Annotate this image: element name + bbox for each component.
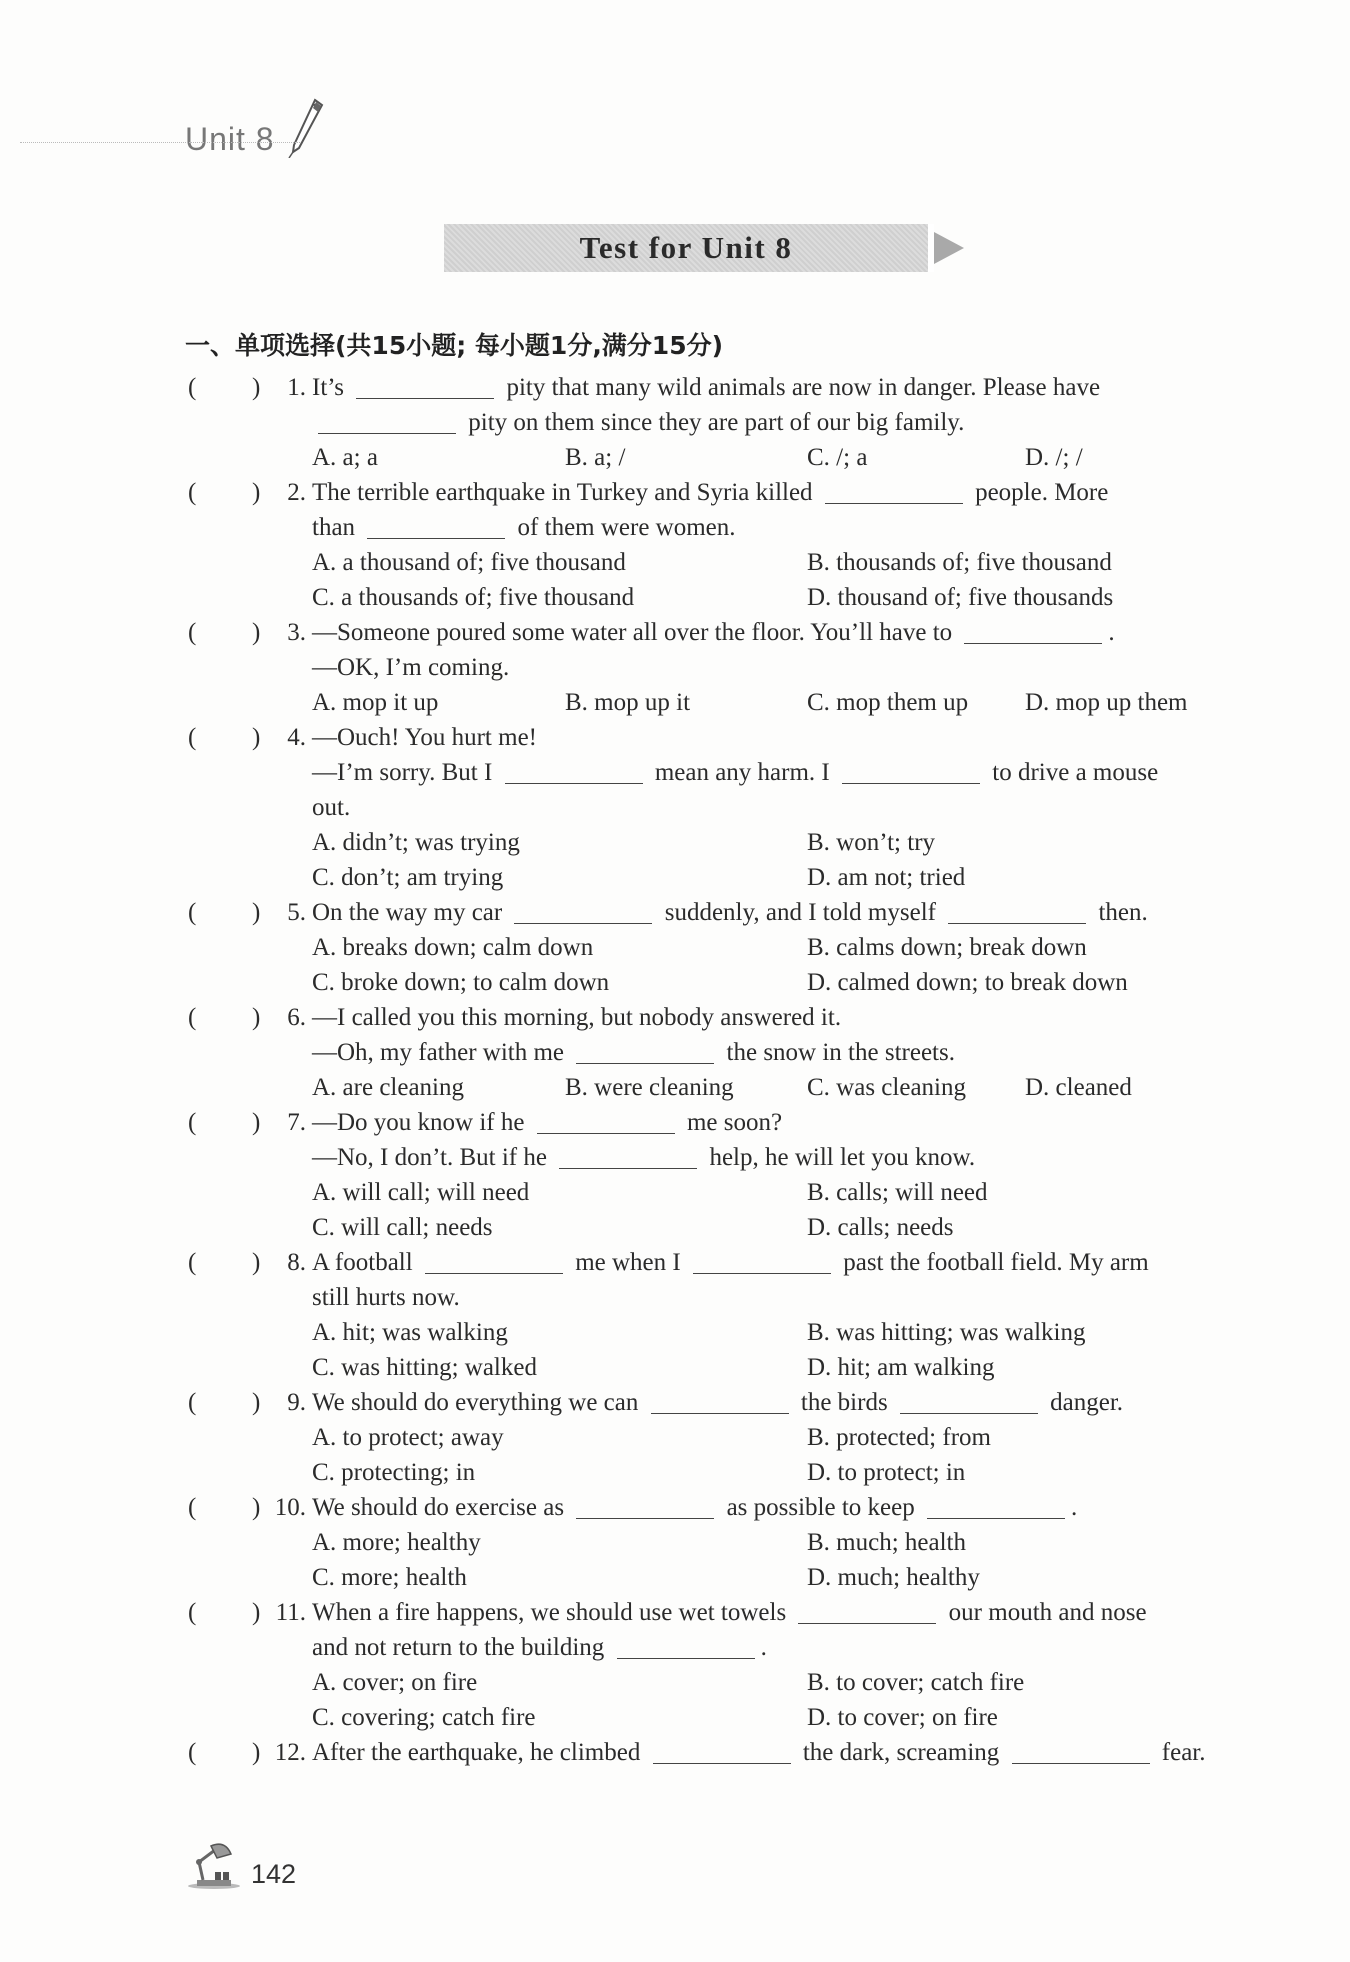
option-choice[interactable]: C. broke down; to calm down: [312, 969, 610, 996]
text-segment: still hurts now.: [312, 1284, 460, 1311]
answer-blank[interactable]: [900, 1388, 1038, 1414]
option-choice[interactable]: B. thousands of; five thousand: [807, 549, 1112, 576]
text-segment: the dark, screaming: [796, 1739, 1006, 1766]
question-line: [0, 720, 1350, 755]
question-item: [0, 720, 1350, 895]
text-segment: —Oh, my father with me: [312, 1039, 571, 1066]
text-segment: —Someone poured some water all over the floor. You’ll have to: [312, 619, 959, 646]
option-choice[interactable]: B. was hitting; was walking: [807, 1319, 1086, 1346]
answer-blank[interactable]: [825, 478, 963, 504]
text-segment: as possible to keep: [720, 1494, 921, 1521]
question-line: [0, 1140, 1350, 1175]
text-segment: The terrible earthquake in Turkey and Syria killed: [312, 479, 819, 506]
option-choice[interactable]: A. to protect; away: [312, 1424, 504, 1451]
answer-blank[interactable]: [537, 1108, 675, 1134]
text-segment: mean any harm. I: [648, 759, 836, 786]
question-text: [312, 895, 1148, 930]
text-segment: —OK, I’m coming.: [312, 654, 510, 681]
answer-blank[interactable]: [505, 758, 643, 784]
answer-blank[interactable]: [964, 618, 1102, 644]
text-segment: me when I: [568, 1249, 687, 1276]
option-choice[interactable]: A. cover; on fire: [312, 1669, 478, 1696]
options-row: [0, 685, 1350, 720]
option-choice[interactable]: D. calmed down; to break down: [807, 969, 1128, 996]
question-line: [0, 1630, 1350, 1665]
answer-blank[interactable]: [842, 758, 980, 784]
answer-paren-close: ): [252, 619, 261, 646]
option-choice[interactable]: A. more; healthy: [312, 1529, 481, 1556]
text-segment: We should do everything we can: [312, 1389, 645, 1416]
question-text: [312, 755, 1158, 790]
answer-paren-close: ): [252, 1599, 261, 1626]
option-choice[interactable]: B. calms down; break down: [807, 934, 1087, 961]
options-row: [0, 1350, 1350, 1385]
answer-paren-open: (: [188, 479, 197, 506]
answer-blank[interactable]: [318, 408, 456, 434]
question-text: [312, 405, 964, 440]
question-number: 4.: [287, 724, 306, 751]
answer-paren-open: (: [188, 724, 197, 751]
answer-blank[interactable]: [356, 373, 494, 399]
option-choice[interactable]: C. more; health: [312, 1564, 467, 1591]
question-number: 2.: [287, 479, 306, 506]
question-line: [0, 895, 1350, 930]
text-segment: After the earthquake, he climbed: [312, 1739, 647, 1766]
answer-paren-open: (: [188, 374, 197, 401]
options-row: [0, 965, 1350, 1000]
answer-paren-close: ): [252, 1494, 261, 1521]
text-segment: When a fire happens, we should use wet towels: [312, 1599, 793, 1626]
option-choice[interactable]: D. cleaned: [1025, 1074, 1132, 1101]
answer-paren-open: (: [188, 1494, 197, 1521]
options-row: [0, 1070, 1350, 1105]
question-line: [0, 1245, 1350, 1280]
answer-blank[interactable]: [651, 1388, 789, 1414]
text-segment: me soon?: [680, 1109, 783, 1136]
question-number: 7.: [287, 1109, 306, 1136]
option-choice[interactable]: C. mop them up: [807, 689, 969, 716]
answer-blank[interactable]: [1012, 1738, 1150, 1764]
answer-paren-close: ): [252, 1004, 261, 1031]
unit-label: Unit 8: [185, 121, 275, 157]
question-number: 9.: [287, 1389, 306, 1416]
question-item: [0, 1385, 1350, 1490]
question-line: [0, 650, 1350, 685]
text-segment: It’s: [312, 374, 351, 401]
question-item: [0, 370, 1350, 475]
answer-blank[interactable]: [798, 1598, 936, 1624]
option-choice[interactable]: B. a; /: [565, 444, 626, 471]
question-text: [312, 1490, 1077, 1525]
answer-paren-close: ): [252, 1389, 261, 1416]
answer-paren-open: (: [188, 619, 197, 646]
text-segment: A football: [312, 1249, 419, 1276]
option-choice[interactable]: C. was hitting; walked: [312, 1354, 537, 1381]
question-text: [312, 1245, 1149, 1280]
option-choice[interactable]: B. to cover; catch fire: [807, 1669, 1025, 1696]
options-row: [0, 825, 1350, 860]
question-line: [0, 1385, 1350, 1420]
text-segment: danger.: [1043, 1389, 1124, 1416]
option-choice[interactable]: D. to protect; in: [807, 1459, 966, 1486]
question-number: 1.: [287, 374, 306, 401]
question-item: [0, 475, 1350, 615]
answer-paren-close: ): [252, 899, 261, 926]
title-banner: [444, 224, 928, 272]
text-segment: fear.: [1155, 1739, 1206, 1766]
answer-blank[interactable]: [576, 1038, 714, 1064]
question-text: [312, 370, 1100, 405]
text-segment: past the football field. My arm: [836, 1249, 1149, 1276]
text-segment: We should do exercise as: [312, 1494, 571, 1521]
question-list: [0, 370, 1350, 1770]
options-row: [0, 860, 1350, 895]
answer-paren-close: ): [252, 374, 261, 401]
options-row: [0, 1315, 1350, 1350]
page-number: 142: [251, 1859, 297, 1889]
question-item: [0, 1595, 1350, 1735]
question-line: [0, 1735, 1350, 1770]
option-choice[interactable]: D. to cover; on fire: [807, 1704, 998, 1731]
banner-arrow-icon: [934, 232, 964, 264]
answer-blank[interactable]: [693, 1248, 831, 1274]
question-line: [0, 790, 1350, 825]
option-choice[interactable]: C. /; a: [807, 444, 868, 471]
question-text: [312, 1280, 460, 1315]
question-text: [312, 1735, 1206, 1770]
question-text: [312, 1385, 1123, 1420]
header-rule: [20, 142, 300, 143]
text-segment: pity that many wild animals are now in danger. Please have: [500, 374, 1101, 401]
question-text: [312, 475, 1108, 510]
options-row: [0, 930, 1350, 965]
option-choice[interactable]: A. a; a: [312, 444, 378, 471]
question-text: [312, 1595, 1147, 1630]
question-text: [312, 1630, 767, 1665]
answer-paren-open: (: [188, 1599, 197, 1626]
question-line: [0, 1490, 1350, 1525]
text-segment: and not return to the building: [312, 1634, 611, 1661]
answer-paren-open: (: [188, 1389, 197, 1416]
text-segment: suddenly, and I told myself: [658, 899, 943, 926]
option-choice[interactable]: A. hit; was walking: [312, 1319, 508, 1346]
option-choice[interactable]: A. breaks down; calm down: [312, 934, 594, 961]
option-choice[interactable]: C. protecting; in: [312, 1459, 476, 1486]
option-choice[interactable]: B. mop up it: [565, 689, 691, 716]
answer-paren-open: (: [188, 1004, 197, 1031]
option-choice[interactable]: B. much; health: [807, 1529, 966, 1556]
option-choice[interactable]: D. hit; am walking: [807, 1354, 995, 1381]
option-choice[interactable]: A. are cleaning: [312, 1074, 465, 1101]
text-segment: than: [312, 514, 362, 541]
options-row: [0, 440, 1350, 475]
answer-paren-close: ): [252, 1739, 261, 1766]
page-footer: [185, 1840, 296, 1890]
question-text: [312, 720, 537, 755]
option-choice[interactable]: D. mop up them: [1025, 689, 1188, 716]
question-line: [0, 1035, 1350, 1070]
option-choice[interactable]: D. much; healthy: [807, 1564, 980, 1591]
text-segment: the birds: [794, 1389, 894, 1416]
option-choice[interactable]: D. /; /: [1025, 444, 1083, 471]
question-line: [0, 1105, 1350, 1140]
question-item: [0, 1000, 1350, 1105]
answer-paren-close: ): [252, 724, 261, 751]
text-segment: —I’m sorry. But I: [312, 759, 499, 786]
answer-blank[interactable]: [576, 1493, 714, 1519]
option-choice[interactable]: B. were cleaning: [565, 1074, 734, 1101]
question-number: 8.: [287, 1249, 306, 1276]
text-segment: —No, I don’t. But if he: [312, 1144, 554, 1171]
text-segment: .: [1108, 619, 1115, 646]
question-line: [0, 755, 1350, 790]
question-line: [0, 405, 1350, 440]
answer-paren-close: ): [252, 1249, 261, 1276]
question-line: [0, 1280, 1350, 1315]
question-line: [0, 370, 1350, 405]
answer-blank[interactable]: [425, 1248, 563, 1274]
question-item: [0, 615, 1350, 720]
question-text: [312, 615, 1115, 650]
answer-paren-open: (: [188, 1249, 197, 1276]
question-number: 5.: [287, 899, 306, 926]
question-number: 3.: [287, 619, 306, 646]
question-number: 12.: [274, 1739, 306, 1766]
answer-blank[interactable]: [514, 898, 652, 924]
question-text: [312, 1000, 841, 1035]
question-text: [312, 1140, 975, 1175]
option-choice[interactable]: C. will call; needs: [312, 1214, 493, 1241]
option-choice[interactable]: D. am not; tried: [807, 864, 966, 891]
options-row: [0, 1700, 1350, 1735]
text-segment: —I called you this morning, but nobody answered it.: [312, 1004, 842, 1031]
text-segment: .: [1071, 1494, 1078, 1521]
question-item: [0, 895, 1350, 1000]
text-segment: On the way my car: [312, 899, 509, 926]
option-choice[interactable]: C. was cleaning: [807, 1074, 966, 1101]
text-segment: the snow in the streets.: [720, 1039, 955, 1066]
option-choice[interactable]: C. covering; catch fire: [312, 1704, 536, 1731]
text-segment: to drive a mouse: [986, 759, 1159, 786]
options-row: [0, 1665, 1350, 1700]
pen-icon: [285, 96, 325, 158]
question-line: [0, 1000, 1350, 1035]
text-segment: —Do you know if he: [312, 1109, 531, 1136]
option-choice[interactable]: A. didn’t; was trying: [312, 829, 520, 856]
answer-paren-close: ): [252, 1109, 261, 1136]
text-segment: pity on them since they are part of our big family.: [462, 409, 965, 436]
unit-header: [185, 96, 325, 158]
text-segment: our mouth and nose: [942, 1599, 1147, 1626]
text-segment: —Ouch! You hurt me!: [312, 724, 537, 751]
option-choice[interactable]: B. won’t; try: [807, 829, 936, 856]
text-segment: people. More: [968, 479, 1109, 506]
answer-blank[interactable]: [559, 1143, 697, 1169]
question-text: [312, 1035, 955, 1070]
question-line: [0, 510, 1350, 545]
answer-blank[interactable]: [617, 1633, 755, 1659]
answer-paren-open: (: [188, 1739, 197, 1766]
options-row: [0, 580, 1350, 615]
options-row: [0, 1420, 1350, 1455]
option-choice[interactable]: A. mop it up: [312, 689, 439, 716]
question-line: [0, 615, 1350, 650]
options-row: [0, 545, 1350, 580]
text-segment: out.: [312, 794, 351, 821]
desk-lamp-icon: [185, 1840, 243, 1890]
section-title: 一、单项选择(共15小题; 每小题1分,满分15分): [185, 331, 724, 360]
options-row: [0, 1560, 1350, 1595]
option-choice[interactable]: C. a thousands of; five thousand: [312, 584, 635, 611]
text-segment: of them were women.: [511, 514, 736, 541]
question-line: [0, 475, 1350, 510]
option-choice[interactable]: A. will call; will need: [312, 1179, 530, 1206]
question-text: [312, 1105, 782, 1140]
options-row: [0, 1525, 1350, 1560]
answer-blank[interactable]: [948, 898, 1086, 924]
options-row: [0, 1210, 1350, 1245]
answer-paren-open: (: [188, 899, 197, 926]
question-item: [0, 1735, 1350, 1770]
question-item: [0, 1245, 1350, 1385]
answer-blank[interactable]: [653, 1738, 791, 1764]
answer-blank[interactable]: [927, 1493, 1065, 1519]
question-item: [0, 1490, 1350, 1595]
question-number: 11.: [275, 1599, 306, 1626]
option-choice[interactable]: B. calls; will need: [807, 1179, 988, 1206]
option-choice[interactable]: D. thousand of; five thousands: [807, 584, 1114, 611]
text-segment: help, he will let you know.: [703, 1144, 976, 1171]
answer-blank[interactable]: [367, 513, 505, 539]
options-row: [0, 1455, 1350, 1490]
question-number: 10.: [274, 1494, 306, 1521]
test-title: Test for Unit 8: [579, 230, 793, 265]
option-choice[interactable]: C. don’t; am trying: [312, 864, 504, 891]
answer-paren-open: (: [188, 1109, 197, 1136]
option-choice[interactable]: B. protected; from: [807, 1424, 991, 1451]
answer-paren-close: ): [252, 479, 261, 506]
question-text: [312, 510, 736, 545]
text-segment: .: [760, 1634, 767, 1661]
question-text: [312, 790, 350, 825]
question-text: [312, 650, 509, 685]
option-choice[interactable]: A. a thousand of; five thousand: [312, 549, 626, 576]
options-row: [0, 1175, 1350, 1210]
text-segment: then.: [1092, 899, 1148, 926]
option-choice[interactable]: D. calls; needs: [807, 1214, 954, 1241]
question-line: [0, 1595, 1350, 1630]
question-number: 6.: [287, 1004, 306, 1031]
question-item: [0, 1105, 1350, 1245]
